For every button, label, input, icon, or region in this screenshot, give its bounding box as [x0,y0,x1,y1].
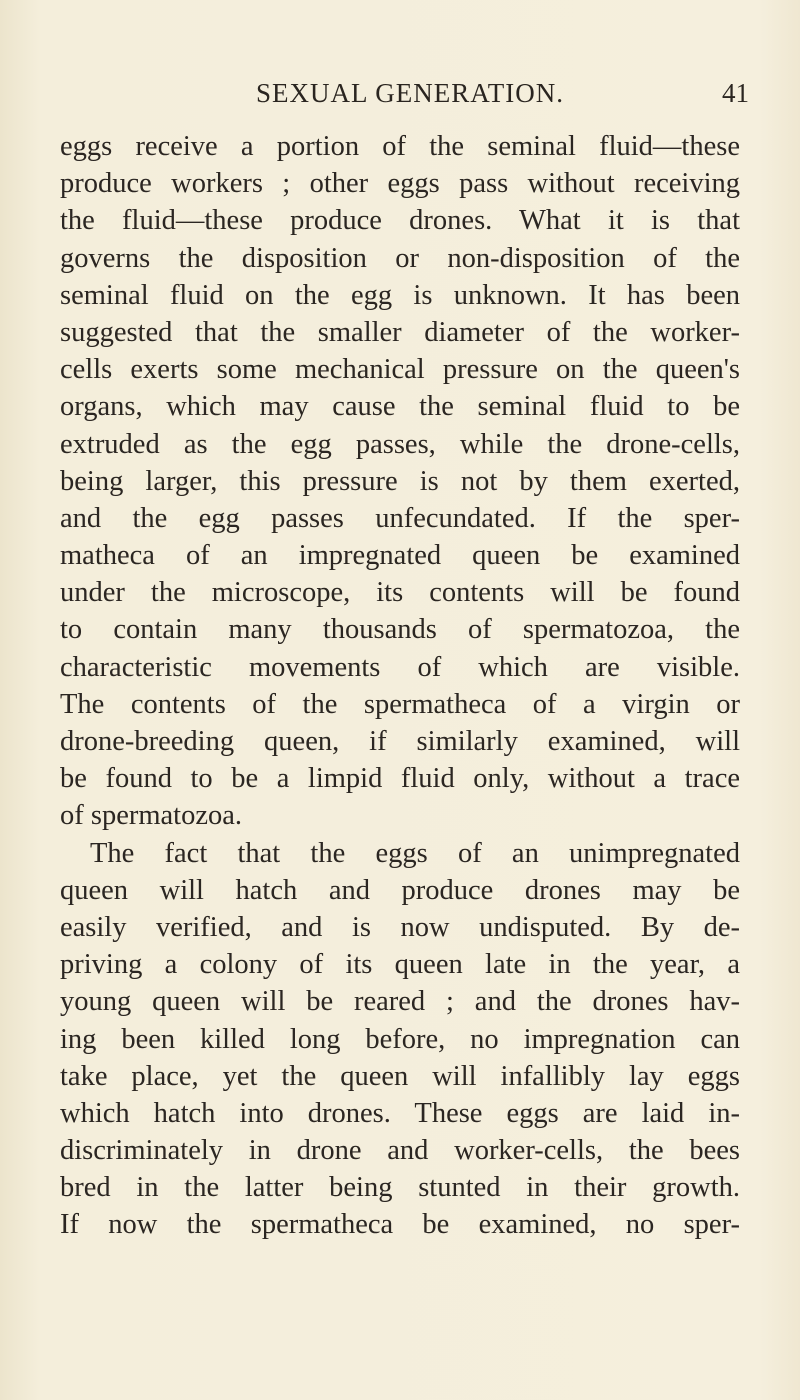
text-line: priving a colony of its queen late in the year, a [60,949,740,981]
running-head-title: SEXUAL GENERATION. [256,78,564,108]
text-line: the fluid—these produce drones. What it is that [60,205,740,237]
text-line: being larger, this pressure is not by them exerted, [60,465,740,497]
text-line: suggested that the smaller diameter of the worker- [60,316,740,348]
page-number: 41 [722,78,749,108]
text-line: of spermatozoa. [60,800,243,832]
text-line: extruded as the egg passes, while the drone-cells, [60,428,740,460]
running-head [0,78,800,118]
text-line: bred in the latter being stunted in their growth. [60,1172,740,1204]
text-line: The contents of the spermatheca of a virgin or [60,688,740,720]
text-line: discriminately in drone and worker-cells, the bees [60,1135,740,1167]
text-line: which hatch into drones. These eggs are laid in- [60,1097,740,1129]
text-line: The fact that the eggs of an unimpregnated [90,837,740,869]
text-line: young queen will be reared ; and the drones hav- [60,986,740,1018]
text-line: produce workers ; other eggs pass without receiving [60,168,740,200]
text-line: easily verified, and is now undisputed. By de- [60,911,740,943]
text-line: under the microscope, its contents will be found [60,577,740,609]
text-line: and the egg passes unfecundated. If the sper- [60,502,740,534]
body-text [60,128,740,1244]
text-line: take place, yet the queen will infallibly lay eggs [60,1060,740,1092]
text-line: cells exerts some mechanical pressure on the queen's [60,354,740,386]
text-line: characteristic movements of which are visible. [60,651,740,683]
text-line: to contain many thousands of spermatozoa, the [60,614,740,646]
text-line: queen will hatch and produce drones may be [60,874,740,906]
text-line: eggs receive a portion of the seminal fluid—these [60,131,740,162]
text-line: governs the disposition or non-disposition of the [60,242,740,274]
text-line: matheca of an impregnated queen be examined [60,540,740,572]
text-line: seminal fluid on the egg is unknown. It has been [60,279,740,311]
text-line: If now the spermatheca be examined, no sper- [60,1209,740,1241]
text-line: organs, which may cause the seminal fluid to be [60,391,740,423]
text-line: ing been killed long before, no impregnation can [60,1023,740,1055]
text-line: be found to be a limpid fluid only, without a trace [60,763,740,795]
text-line: drone-breeding queen, if similarly examined, will [60,726,740,757]
